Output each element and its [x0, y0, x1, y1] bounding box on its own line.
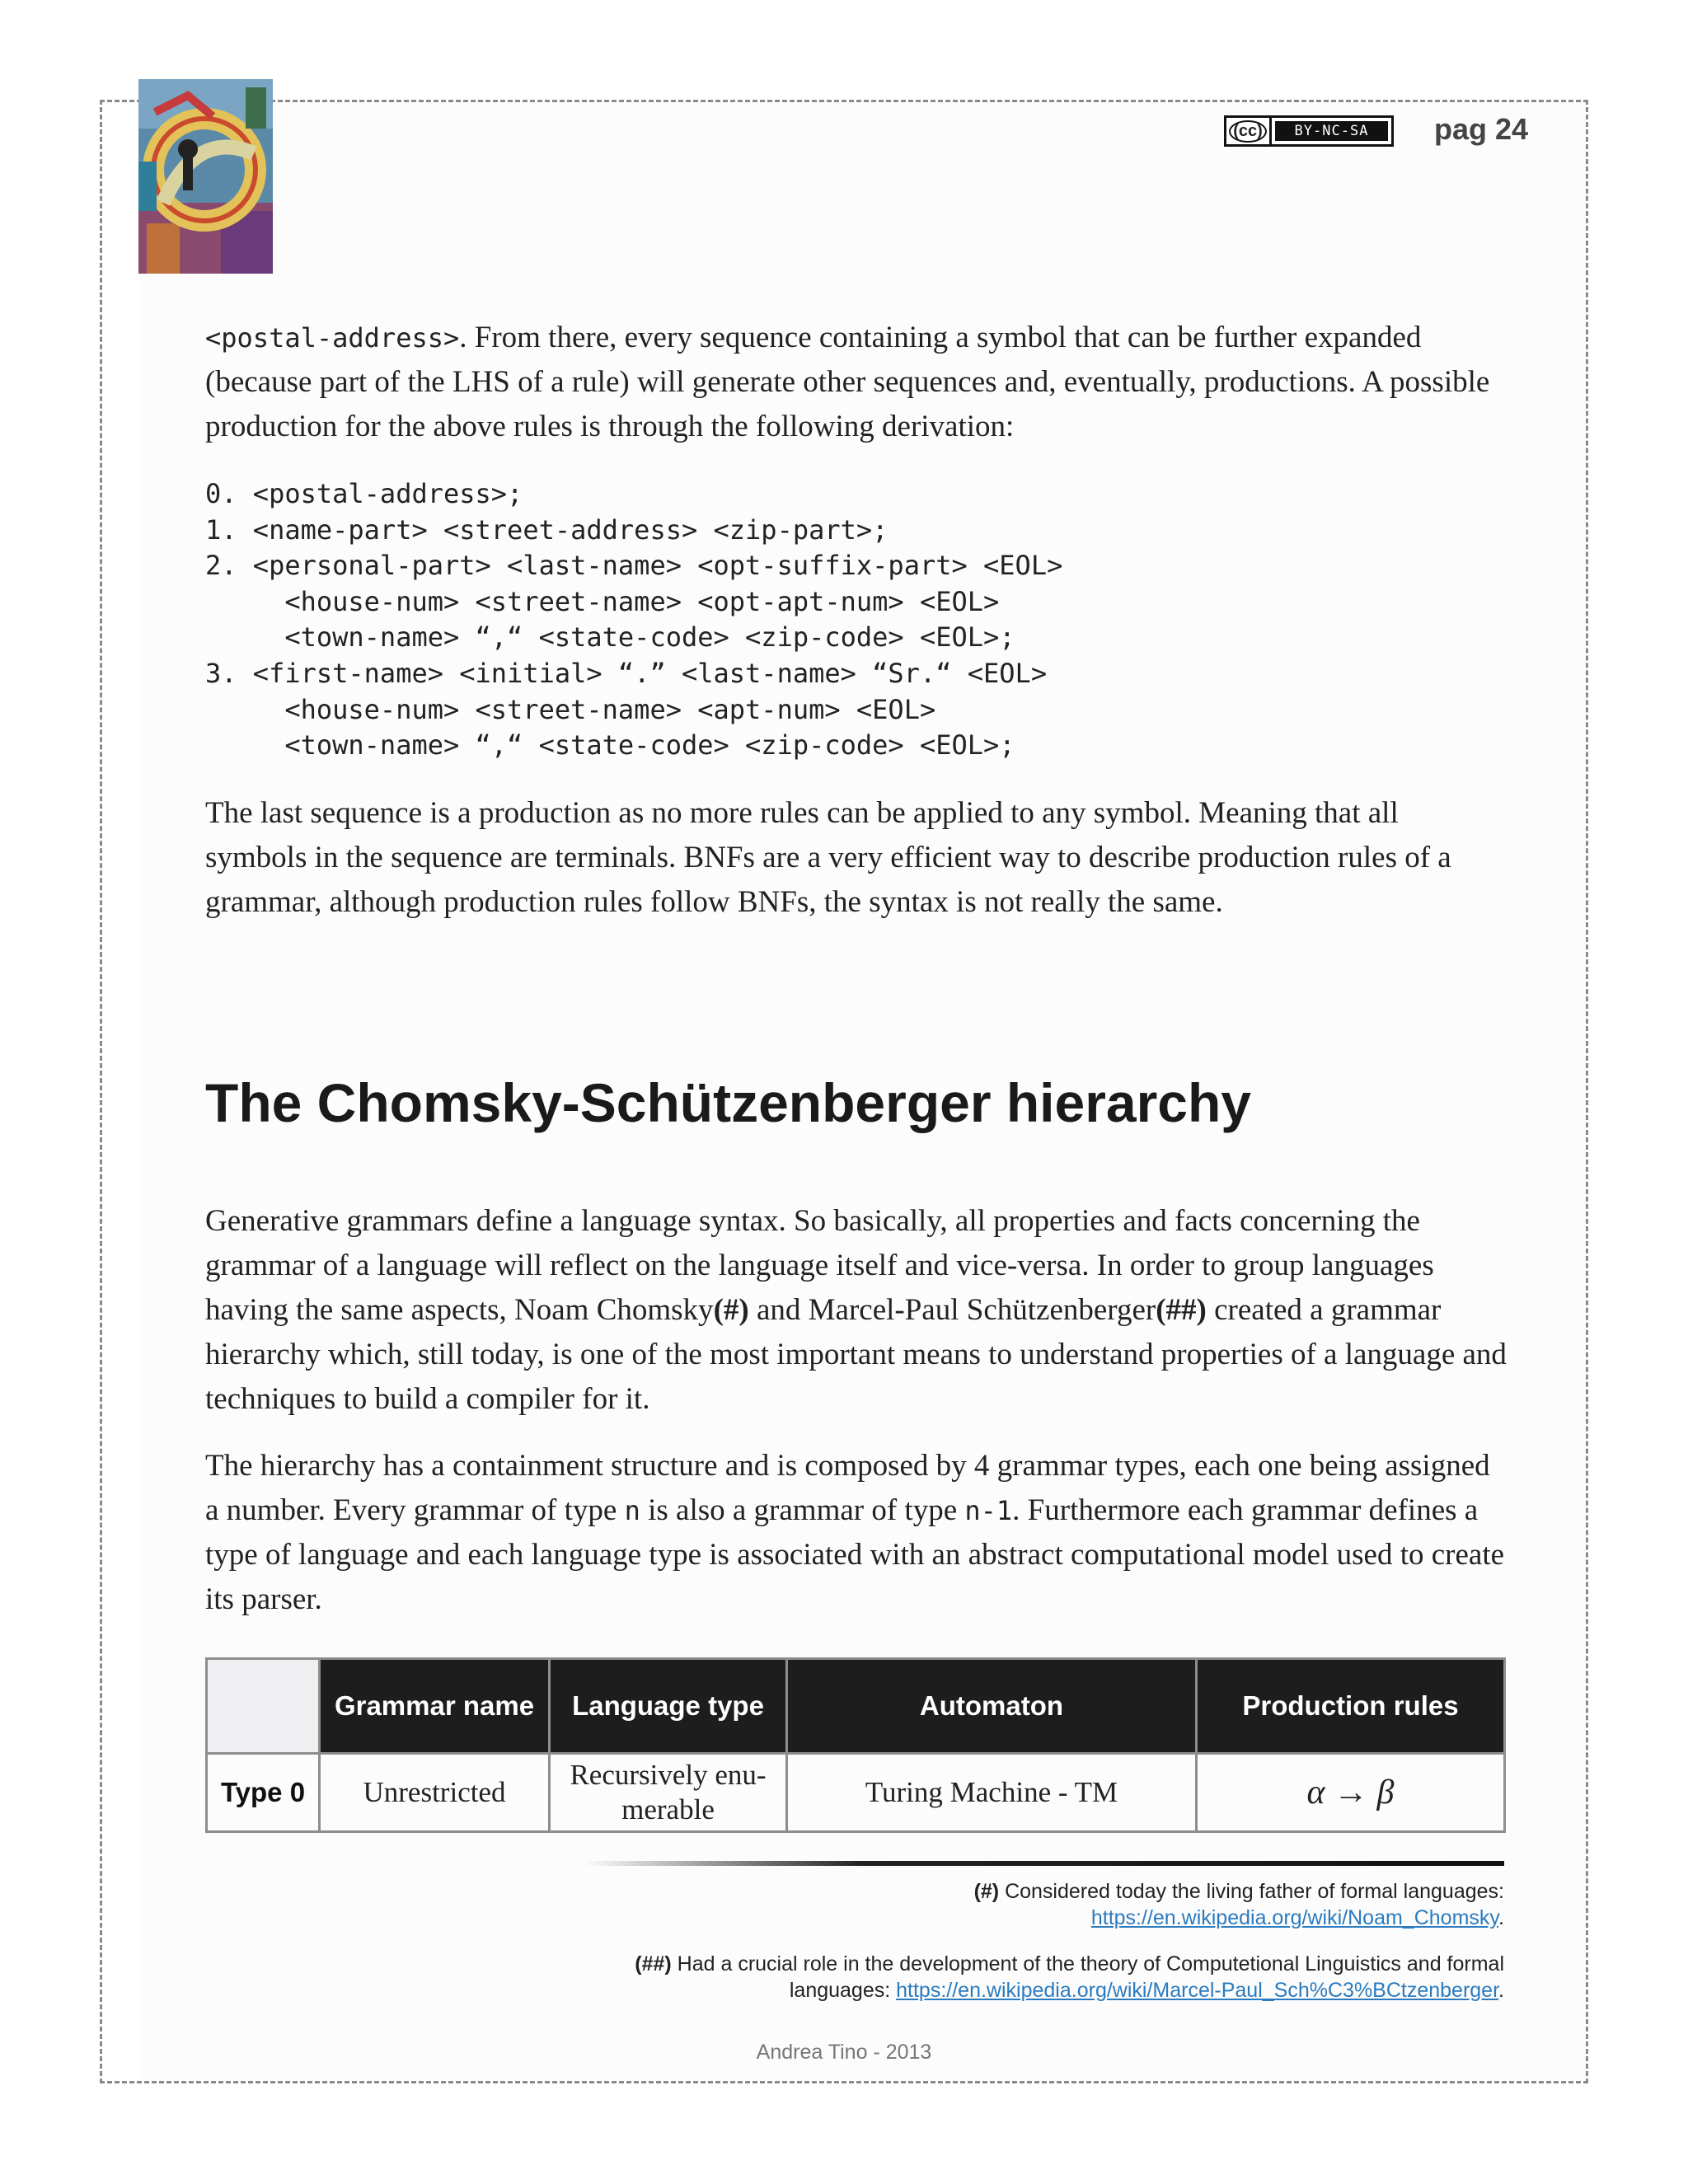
derivation-line: 3. <first-name> <initial> “.” <last-name> “Sr.“ <EOL>	[205, 657, 1048, 689]
derivation-line: <house-num> <street-name> <opt-apt-num> <EOL>	[205, 585, 1000, 617]
containment-paragraph-block	[205, 1444, 1507, 1622]
type-n-minus-1-code: n-1	[964, 1495, 1013, 1526]
footnote-2-suffix: .	[1498, 1979, 1504, 2002]
derivation-line: <town-name> “,“ <state-code> <zip-code> <EOL>;	[205, 621, 1015, 654]
intro-paragraph	[205, 316, 1507, 449]
cover-artwork	[138, 79, 273, 274]
hierarchy-text-1: Generative grammars define a language syntax. So basically, all properties and facts concerning the grammar of a language will reflect on the language itself and vice-versa. In order to group languages having the same aspects, Noam Chomsky	[205, 1204, 1434, 1327]
hierarchy-text-2: and Marcel-Paul Schützenberger	[748, 1293, 1156, 1327]
table-header-row	[207, 1659, 1505, 1754]
grammar-hierarchy-table	[205, 1657, 1506, 1833]
header-grammar-name: Grammar name	[320, 1659, 550, 1754]
footnote-1-marker: (#)	[973, 1880, 1000, 1903]
footnote-2	[577, 1951, 1504, 2004]
hierarchy-paragraph-block	[205, 1199, 1507, 1422]
cc-license-badge	[1224, 115, 1394, 147]
cell-language-type: Recursively enu-merable	[550, 1754, 787, 1832]
derivation-code-block	[205, 476, 1507, 764]
cell-grammar-name: Unrestricted	[320, 1754, 550, 1832]
header-language-type: Language type	[550, 1659, 787, 1754]
row-type-label: Type 0	[207, 1754, 320, 1832]
hierarchy-text-3: created a grammar hierarchy which, still today, is one of the most important means to understand properties of a language and techniques to build a compiler for it.	[205, 1293, 1507, 1416]
derivation-line: <town-name> “,“ <state-code> <zip-code> <EOL>;	[205, 729, 1015, 762]
cc-icon: (cc)	[1226, 118, 1272, 144]
postal-address-code: <postal-address>	[205, 322, 460, 354]
containment-paragraph	[205, 1444, 1507, 1622]
derivation-line: 2. <personal-part> <last-name> <opt-suffix-part> <EOL>	[205, 550, 1063, 582]
intro-paragraph-block	[205, 316, 1507, 449]
derivation-line: 1. <name-part> <street-address> <zip-part>;	[205, 513, 889, 546]
footnote-1	[577, 1878, 1504, 1931]
type-n-code: n	[624, 1495, 640, 1526]
derivation-code	[205, 476, 1507, 764]
footnote-2-marker: (##)	[635, 1952, 672, 1975]
containment-text-1: The hierarchy has a containment structure and is composed by 4 grammar types, each one being assigned a number. Every grammar of type	[205, 1449, 1490, 1527]
terminals-paragraph-block	[205, 791, 1507, 925]
containment-text-3: . Furthermore each grammar defines a type of language and each language type is associated with an abstract computational model used to create its parser.	[205, 1493, 1505, 1616]
derivation-line: <house-num> <street-name> <apt-num> <EOL>	[205, 693, 936, 725]
book-cover-thumbnail	[138, 79, 273, 274]
header-automaton: Automaton	[787, 1659, 1197, 1754]
footnote-1-suffix: .	[1498, 1906, 1504, 1929]
section-title: The Chomsky-Schützenberger hierarchy	[205, 1072, 1252, 1133]
hierarchy-paragraph	[205, 1199, 1507, 1422]
intro-text: . From there, every sequence containing a symbol that can be further expanded (because part of the LHS of a rule) will generate other sequences and, eventually, productions. A possible production for the above rules is through the following derivation:	[205, 321, 1490, 443]
footnote-2-text: Had a crucial role in the development of the theory of Computetional Linguistics and formal languages:	[671, 1952, 1504, 2002]
header-production-rules: Production rules	[1197, 1659, 1505, 1754]
section-heading-block	[205, 1071, 1507, 1134]
page-footer: Andrea Tino - 2013	[756, 2041, 932, 2064]
containment-text-2: is also a grammar of type	[640, 1493, 965, 1527]
table-row	[207, 1754, 1505, 1832]
page-number: pag 24	[1434, 112, 1529, 146]
license-terms: BY-NC-SA	[1275, 121, 1388, 141]
derivation-line: 0. <postal-address>;	[205, 478, 523, 509]
cell-production-rules: α → β	[1197, 1754, 1505, 1832]
footnote-1-text: Considered today the living father of formal languages:	[999, 1880, 1504, 1903]
cell-automaton: Turing Machine - TM	[787, 1754, 1197, 1832]
footnote-divider	[585, 1861, 1504, 1866]
footnote-2-link[interactable]: https://en.wikipedia.org/wiki/Marcel-Paul_Sch%C3%BCtzenberger	[896, 1979, 1499, 2002]
footnote-ref-2: (##)	[1156, 1293, 1207, 1327]
terminals-paragraph: The last sequence is a production as no more rules can be applied to any symbol. Meaning that all symbols in the sequence are terminals. BNFs are a very efficient way to describe production rules of a grammar, although production rules follow BNFs, the syntax is not really the same.	[205, 796, 1451, 919]
table-corner-cell	[207, 1659, 320, 1754]
footnote-ref-1: (#)	[713, 1293, 749, 1327]
footnote-1-link[interactable]: https://en.wikipedia.org/wiki/Noam_Chomsky	[1090, 1906, 1499, 1929]
